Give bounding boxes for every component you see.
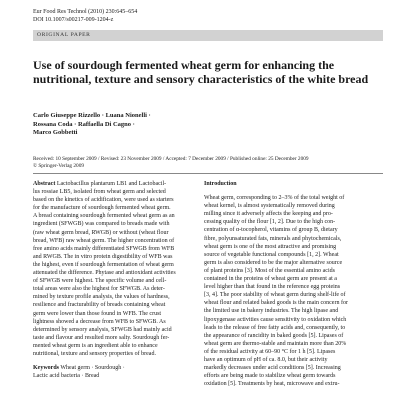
introduction-line: the appearance of rancidity in baked goods [5]. Lipases of: [204, 332, 344, 339]
introduction-line: have an optimum of pH of ca. 8.0, but their activity: [204, 356, 328, 363]
introduction-column: [204, 180, 372, 388]
introduction-line: of the residual activity at 60–90 °C for 1 h [5]. Lipases: [204, 348, 336, 355]
introduction-line: wheat kernel, is almost systematically removed during: [204, 203, 335, 210]
abstract-line: taste and flavour and resulted more salty. Sourdough fer-: [33, 334, 170, 341]
history-line: Received: 10 September 2009 / Revised: 23 November 2009 / Accepted: 7 December 2009 / Published online: 25 December 2009: [33, 156, 309, 162]
introduction-line: efforts are being made to stabilize wheat germ towards: [204, 373, 336, 380]
divider: [33, 173, 383, 174]
abstract-line: total areas were also the highest for SFWGB. As deter-: [33, 286, 165, 293]
abstract-line: ingredient (SFWGB) was compared to breads made with: [33, 221, 170, 228]
abstract-line: free amino acids mainly differentiated SFWGB from WFB: [33, 245, 175, 252]
abstract-line: and RWGB. The in vitro protein digestibility of WFB was: [33, 253, 173, 260]
abstract-line: nutritional, texture and sensory properties of bread.: [33, 350, 156, 357]
doi-line: DOI 10.1007/s00217-009-1204-z: [33, 17, 114, 23]
copyright-line: © Springer-Verlag 2009: [33, 163, 84, 170]
abstract-line: determined by sensory analysis, SFWGB had mainly acid: [33, 326, 172, 333]
introduction-line: oxidation [5]. Treatments by heat, microwave and extru-: [204, 381, 340, 388]
keywords-line: Keywords Wheat germ · Sourdough ·: [33, 365, 125, 372]
article-type-label: ORIGINAL PAPER: [37, 32, 91, 38]
introduction-line: markedly decreases under acid conditions [5]. Increasing: [204, 365, 341, 372]
introduction-line: germ is also considered to be the major alternative source: [204, 259, 343, 266]
abstract-line: resilience and fracturability of breads containing wheat: [33, 302, 166, 309]
abstract-line: lightness showed a decrease from WFB to SFWGB. As: [33, 318, 166, 325]
introduction-line: the limited use in bakery industries. The high lipase and: [204, 308, 339, 315]
introduction-line: level higher than that found in the reference egg proteins: [204, 284, 341, 291]
introduction-line: contained in the proteins of wheat germ are present at a: [204, 276, 337, 283]
introduction-line: centration of α-tocopherol, vitamins of group B, dietary: [204, 227, 338, 234]
publication-dates: [33, 156, 383, 170]
abstract-line: the highest, even if sourdough fermentation of wheat germ: [33, 261, 174, 268]
author-line: Carlo Giuseppe Rizzello · Luana Nionelli ·: [33, 112, 151, 119]
abstract-line: A bread containing sourdough fermented wheat germ as an: [33, 213, 175, 220]
journal-header: [33, 8, 137, 24]
abstract-line: mined by texture profile analysis, the values of hardness,: [33, 294, 170, 301]
section-heading-introduction: Introduction: [204, 181, 237, 187]
lead-word: Abstract: [33, 181, 56, 187]
introduction-line: wheat germ is one of the most attractive and promising: [204, 243, 337, 250]
author-line: Marco Gobbetti: [33, 129, 78, 137]
introduction-line: wheat flour and related baked goods is the main concern for: [204, 300, 348, 307]
author-list: [33, 112, 253, 138]
abstract-line: attenuated the difference. Phytase and antioxidant activities: [33, 270, 176, 277]
introduction-line: milling since it adversely affects the keeping and pro-: [204, 211, 333, 218]
article-type-banner: [33, 30, 383, 41]
introduction-line: source of vegetable functional compounds [1, 2]. Wheat: [204, 251, 339, 258]
journal-citation: Eur Food Res Technol (2010) 230:645–654: [33, 9, 138, 15]
introduction-line: lipoxygenase activities cause sensitivity to oxidation which: [204, 316, 347, 323]
lead-word: Keywords: [33, 365, 59, 372]
keywords-line: Lactic acid bacteria · Bread: [33, 373, 100, 380]
introduction-line: leads to the release of free fatty acids and, consequently, to: [204, 324, 346, 331]
abstract-line: bread, WFB) raw wheat germ. The higher concentration of: [33, 237, 175, 244]
abstract-line: mented wheat germ is an ingredient able to enhance: [33, 342, 158, 349]
introduction-line: Wheat germ, corresponding to 2–3% of the total weight of: [204, 195, 345, 202]
abstract-line: (raw wheat germ bread, RWGB) or without (wheat flour: [33, 229, 169, 236]
author-line: Rossana Coda · Raffaella Di Cagno ·: [33, 120, 135, 128]
abstract-line: of SFWGB were highest. The specific volume and cell-: [33, 278, 167, 285]
abstract-line: for the manufacture of sourdough fermented wheat germ.: [33, 205, 171, 212]
abstract-line: lus rossiae LB5, isolated from wheat germ and selected: [33, 189, 166, 196]
introduction-line: [3, 4]. The poor stability of wheat germ during shelf-life of: [204, 292, 346, 299]
abstract-line: based on the kinetics of acidification, were used as starters: [33, 197, 174, 204]
introduction-line: wheat germ are thermo-stable and maintain more than 20%: [204, 340, 347, 347]
paper-title: Use of sourdough fermented wheat germ for enhancing the nutritional, texture and sensory characteristics of the white bread: [33, 58, 369, 86]
introduction-line: cessing quality of the flour [1, 2]. Due to the high con-: [204, 219, 336, 226]
introduction-line: of plant proteins [3]. Most of the essential amino acids: [204, 267, 335, 274]
abstract-line: Abstract Lactobacillus plantarum LB1 and Lactobacil-: [33, 181, 167, 187]
abstract-line: germ were lower than those found in WFB. The crust: [33, 310, 162, 317]
introduction-line: fibre, polyunsaturated fats, minerals and phytochemicals,: [204, 235, 342, 242]
abstract-column: [33, 180, 201, 380]
